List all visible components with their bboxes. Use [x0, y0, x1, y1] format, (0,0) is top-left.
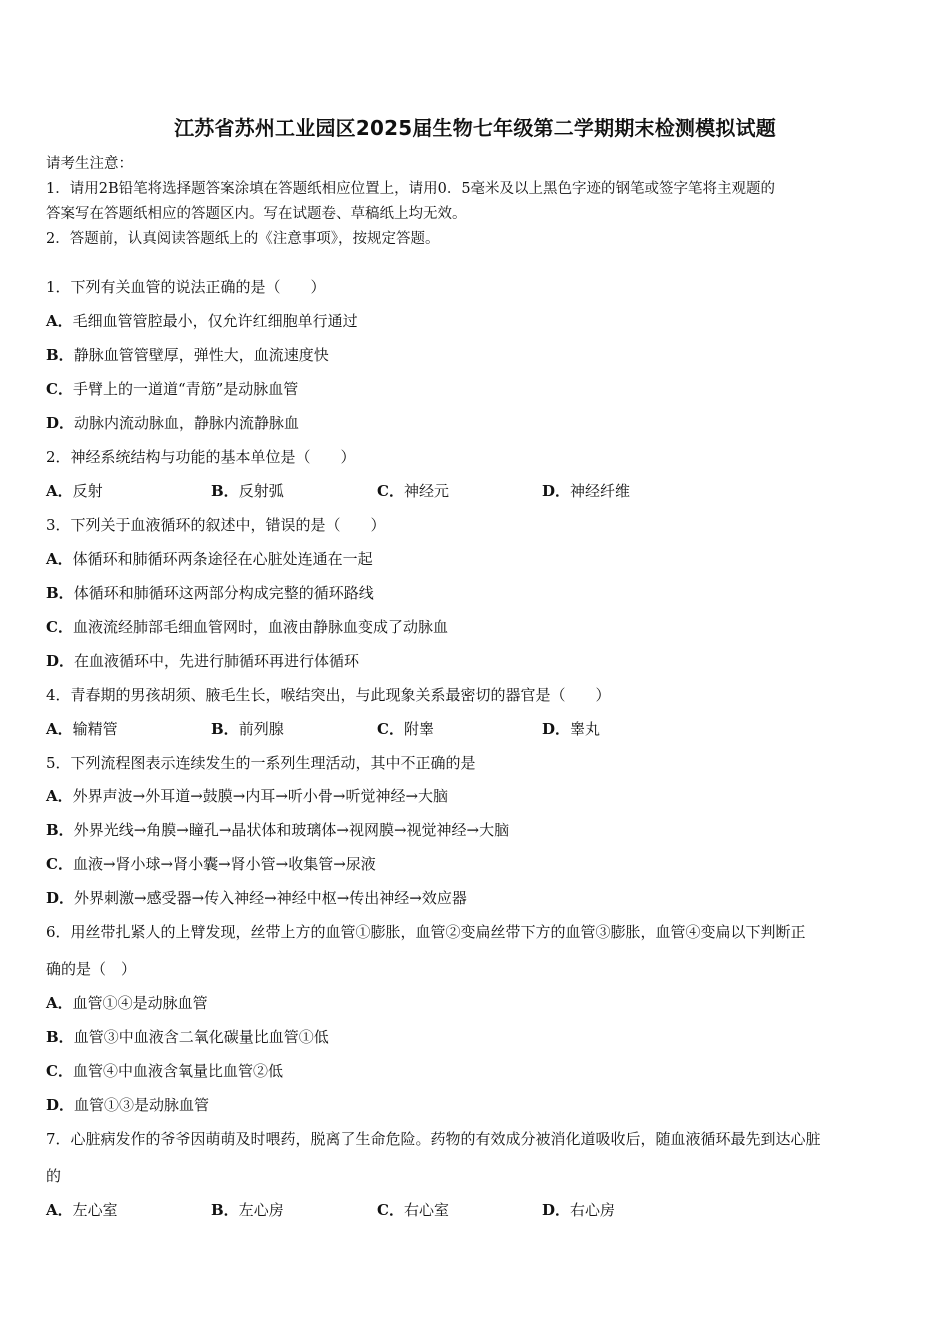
option-c[interactable]: C．血管④中血液含氧量比血管②低	[46, 1062, 283, 1080]
question-stem: 4．青春期的男孩胡须、腋毛生长，喉结突出，与此现象关系最密切的器官是（ ）	[46, 686, 611, 704]
question-stem: 5．下列流程图表示连续发生的一系列生理活动，其中不正确的是	[46, 754, 476, 772]
option-a[interactable]: A．毛细血管管腔最小，仅允许红细胞单行通过	[46, 312, 358, 330]
option-d[interactable]: D．神经纤维	[542, 482, 631, 500]
notice-heading: 请考生注意：	[46, 156, 133, 172]
option-a[interactable]: A．血管①④是动脉血管	[46, 994, 208, 1012]
question-stem-line-2: 的	[46, 1167, 62, 1185]
notice-item-2: 2．答题前，认真阅读答题纸上的《注意事项》，按规定答题。	[46, 231, 440, 247]
question-stem: 3．下列关于血液循环的叙述中，错误的是（ ）	[46, 516, 386, 534]
option-b[interactable]: B．血管③中血液含二氧化碳量比血管①低	[46, 1028, 329, 1046]
page-title: 江苏省苏州工业园区2025届生物七年级第二学期期末检测模拟试题	[174, 116, 776, 140]
notice-item-1-line-2: 答案写在答题纸相应的答题区内。写在试题卷、草稿纸上均无效。	[46, 206, 467, 222]
option-b[interactable]: B．体循环和肺循环这两部分构成完整的循环路线	[46, 584, 374, 602]
question-stem: 1．下列有关血管的说法正确的是（ ）	[46, 278, 326, 296]
option-b[interactable]: B．外界光线→角膜→瞳孔→晶状体和玻璃体→视网膜→视觉神经→大脑	[46, 821, 510, 839]
option-c[interactable]: C．血液流经肺部毛细血管网时，血液由静脉血变成了动脉血	[46, 618, 448, 636]
option-a[interactable]: A．反射	[46, 482, 103, 500]
option-d[interactable]: D．右心房	[542, 1201, 616, 1219]
notice-item-1-line-1: 1．请用2B铅笔将选择题答案涂填在答题纸相应位置上，请用0．5毫米及以上黑色字迹的钢笔或签字笔将主观题的	[46, 181, 776, 197]
option-d[interactable]: D．外界刺激→感受器→传入神经→神经中枢→传出神经→效应器	[46, 889, 467, 907]
option-a[interactable]: A．外界声波→外耳道→鼓膜→内耳→听小骨→听觉神经→大脑	[46, 787, 449, 805]
option-a[interactable]: A．左心室	[46, 1201, 118, 1219]
question-stem-line-2: 确的是（ ）	[46, 960, 137, 978]
option-b[interactable]: B．静脉血管管壁厚，弹性大，血流速度快	[46, 346, 329, 364]
option-c[interactable]: C．血液→肾小球→肾小囊→肾小管→收集管→尿液	[46, 855, 376, 873]
option-b[interactable]: B．反射弧	[211, 482, 284, 500]
option-d[interactable]: D．在血液循环中，先进行肺循环再进行体循环	[46, 652, 360, 670]
option-d[interactable]: D．动脉内流动脉血，静脉内流静脉血	[46, 414, 300, 432]
question-stem: 2．神经系统结构与功能的基本单位是（ ）	[46, 448, 356, 466]
option-d[interactable]: D．血管①③是动脉血管	[46, 1096, 210, 1114]
option-c[interactable]: C．神经元	[377, 482, 449, 500]
option-c[interactable]: C．右心室	[377, 1201, 449, 1219]
option-c[interactable]: C．附睾	[377, 720, 434, 738]
option-b[interactable]: B．左心房	[211, 1201, 284, 1219]
question-stem-line-1: 6．用丝带扎紧人的上臂发现，丝带上方的血管①膨胀，血管②变扁丝带下方的血管③膨胀，血管④变扁以下判断正	[46, 923, 806, 941]
option-b[interactable]: B．前列腺	[211, 720, 284, 738]
question-stem-line-1: 7．心脏病发作的爷爷因萌萌及时喂药，脱离了生命危险。药物的有效成分被消化道吸收后，随血液循环最先到达心脏	[46, 1130, 821, 1148]
option-c[interactable]: C．手臂上的一道道“青筋”是动脉血管	[46, 380, 299, 398]
option-a[interactable]: A．体循环和肺循环两条途径在心脏处连通在一起	[46, 550, 373, 568]
option-d[interactable]: D．睾丸	[542, 720, 601, 738]
option-a[interactable]: A．输精管	[46, 720, 118, 738]
